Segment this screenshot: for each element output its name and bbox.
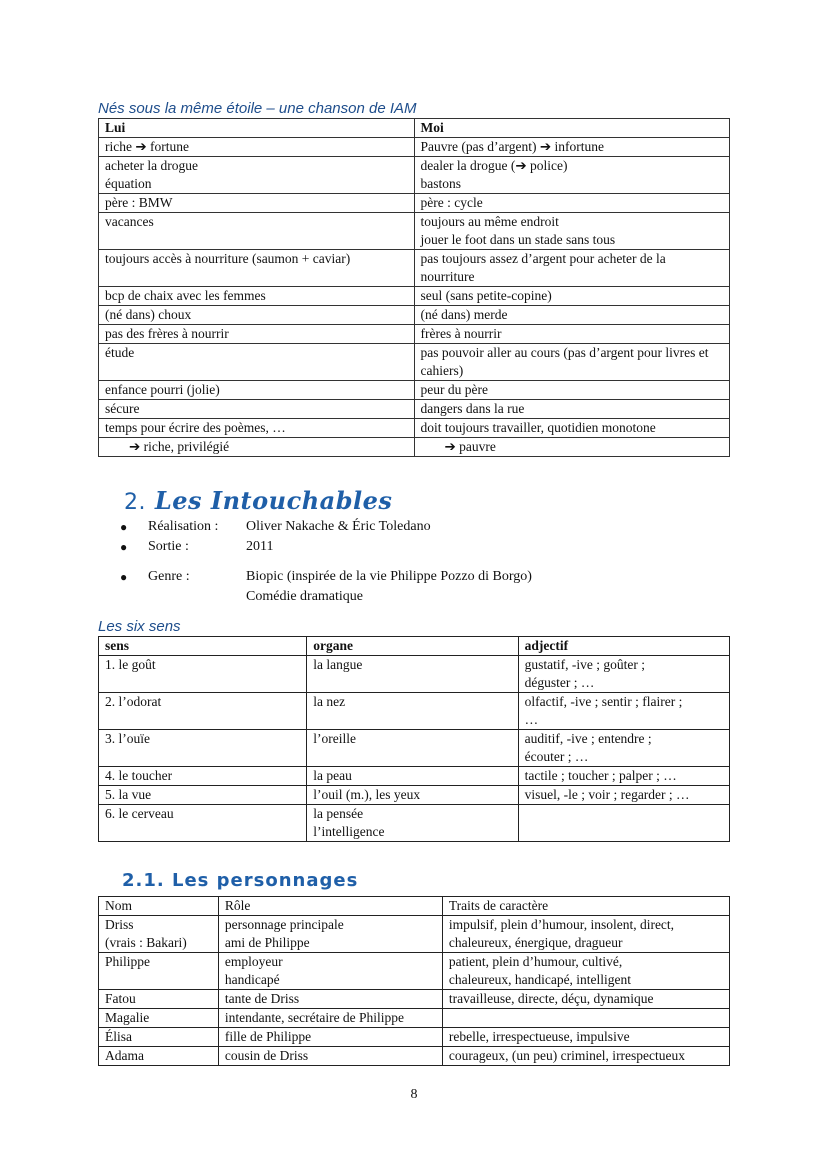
info-value: Biopic (inspirée de la vie Philippe Pozzo di Borgo) Comédie dramatique — [246, 569, 532, 604]
table-row — [99, 306, 730, 325]
table-header-row — [99, 119, 730, 138]
table-cell: peur du père — [414, 381, 730, 400]
table-cell: cousin de Driss — [218, 1047, 442, 1066]
info-label: Réalisation : — [148, 519, 219, 534]
sens-title: Les six sens — [98, 618, 181, 635]
table-cell: auditif, -ive ; entendre ; écouter ; … — [518, 730, 729, 767]
table-cell: doit toujours travailler, quotidien monotone — [414, 419, 730, 438]
table-cell: Pauvre (pas d’argent) ➔ infortune — [414, 138, 730, 157]
table-row — [99, 287, 730, 306]
table-row — [99, 213, 730, 250]
table-row — [99, 400, 730, 419]
table-cell: dealer la drogue (➔ police) bastons — [414, 157, 730, 194]
table-row — [99, 250, 730, 287]
table-row — [99, 730, 730, 767]
table-row — [99, 990, 730, 1009]
sens-section — [98, 618, 730, 842]
table-cell: 2. l’odorat — [99, 693, 307, 730]
table-row — [99, 693, 730, 730]
section-title: Les Intouchables — [154, 486, 393, 515]
table-row — [99, 157, 730, 194]
info-value: Oliver Nakache & Éric Toledano — [246, 519, 431, 534]
table-cell: 6. le cerveau — [99, 805, 307, 842]
table-cell: la langue — [307, 656, 518, 693]
table-cell — [518, 805, 729, 842]
table-cell: visuel, -le ; voir ; regarder ; … — [518, 786, 729, 805]
table-cell: vacances — [99, 213, 415, 250]
table-row — [99, 767, 730, 786]
personnages-section — [98, 896, 730, 1066]
table-row — [99, 381, 730, 400]
table-cell: ➔ pauvre — [414, 438, 730, 457]
header-lui: Lui — [99, 119, 415, 138]
table-cell: dangers dans la rue — [414, 400, 730, 419]
iam-table — [98, 118, 730, 457]
table-row — [99, 1047, 730, 1066]
sens-table — [98, 636, 730, 842]
personnages-table — [98, 896, 730, 1066]
table-cell: olfactif, -ive ; sentir ; flairer ; … — [518, 693, 729, 730]
table-cell: la peau — [307, 767, 518, 786]
table-row — [99, 656, 730, 693]
table-header-row — [99, 637, 730, 656]
table-row — [99, 194, 730, 213]
table-cell: fille de Philippe — [218, 1028, 442, 1047]
table-cell: pas toujours assez d’argent pour acheter de la nourriture — [414, 250, 730, 287]
info-label: Genre : — [148, 569, 190, 584]
table-cell: gustatif, -ive ; goûter ; déguster ; … — [518, 656, 729, 693]
sens-table-body — [99, 656, 730, 842]
table-cell: frères à nourrir — [414, 325, 730, 344]
table-row — [99, 1028, 730, 1047]
iam-table-body — [99, 138, 730, 457]
table-cell: pas pouvoir aller au cours (pas d’argent pour livres et cahiers) — [414, 344, 730, 381]
table-cell — [442, 1009, 729, 1028]
table-row — [99, 953, 730, 990]
table-cell: 1. le goût — [99, 656, 307, 693]
table-cell: étude — [99, 344, 415, 381]
film-info-list — [120, 517, 720, 607]
header-sens: sens — [99, 637, 307, 656]
table-cell: la nez — [307, 693, 518, 730]
personnages-table-body — [99, 916, 730, 1066]
table-cell: 3. l’ouïe — [99, 730, 307, 767]
table-cell: travailleuse, directe, déçu, dynamique — [442, 990, 729, 1009]
table-header-row — [99, 897, 730, 916]
table-row — [99, 344, 730, 381]
table-row — [99, 438, 730, 457]
table-cell: seul (sans petite-copine) — [414, 287, 730, 306]
table-row — [99, 325, 730, 344]
iam-section — [98, 100, 730, 457]
table-cell: intendante, secrétaire de Philippe — [218, 1009, 442, 1028]
header-role: Rôle — [218, 897, 442, 916]
section-number: 2. — [124, 490, 146, 515]
info-label: Sortie : — [148, 539, 189, 554]
header-organe: organe — [307, 637, 518, 656]
table-cell: Fatou — [99, 990, 219, 1009]
bullet-icon: ● — [120, 570, 128, 584]
header-traits: Traits de caractère — [442, 897, 729, 916]
table-cell: 5. la vue — [99, 786, 307, 805]
table-row — [99, 786, 730, 805]
page-number: 8 — [410, 1087, 418, 1102]
table-row — [99, 419, 730, 438]
table-cell: la pensée l’intelligence — [307, 805, 518, 842]
table-cell: père : cycle — [414, 194, 730, 213]
table-cell: temps pour écrire des poèmes, … — [99, 419, 415, 438]
table-cell: bcp de chaix avec les femmes — [99, 287, 415, 306]
table-cell: (né dans) choux — [99, 306, 415, 325]
table-row — [99, 805, 730, 842]
table-row — [99, 1009, 730, 1028]
table-cell: Magalie — [99, 1009, 219, 1028]
table-cell: Élisa — [99, 1028, 219, 1047]
table-cell: enfance pourri (jolie) — [99, 381, 415, 400]
bullet-icon: ● — [120, 520, 128, 534]
table-cell: Driss (vrais : Bakari) — [99, 916, 219, 953]
table-cell: rebelle, irrespectueuse, impulsive — [442, 1028, 729, 1047]
table-cell: pas des frères à nourrir — [99, 325, 415, 344]
table-cell: personnage principale ami de Philippe — [218, 916, 442, 953]
table-cell: l’oreille — [307, 730, 518, 767]
table-cell: employeur handicapé — [218, 953, 442, 990]
table-cell: sécure — [99, 400, 415, 419]
table-cell: (né dans) merde — [414, 306, 730, 325]
table-cell: Adama — [99, 1047, 219, 1066]
table-cell: toujours accès à nourriture (saumon + caviar) — [99, 250, 415, 287]
bullet-icon: ● — [120, 540, 128, 554]
table-row — [99, 916, 730, 953]
personnages-heading: 2.1. Les personnages — [122, 870, 359, 891]
table-cell: ➔ riche, privilégié — [99, 438, 415, 457]
header-adjectif: adjectif — [518, 637, 729, 656]
table-cell: patient, plein d’humour, cultivé, chaleureux, handicapé, intelligent — [442, 953, 729, 990]
header-nom: Nom — [99, 897, 219, 916]
table-cell: tante de Driss — [218, 990, 442, 1009]
table-cell: 4. le toucher — [99, 767, 307, 786]
info-item-sortie — [120, 537, 720, 557]
section-heading — [124, 486, 392, 515]
table-row — [99, 138, 730, 157]
table-cell: riche ➔ fortune — [99, 138, 415, 157]
info-value: 2011 — [246, 539, 274, 554]
iam-title: Nés sous la même étoile – une chanson de IAM — [98, 100, 417, 117]
table-cell: père : BMW — [99, 194, 415, 213]
header-moi: Moi — [414, 119, 730, 138]
info-item-genre — [120, 567, 720, 607]
info-item-realisation — [120, 517, 720, 537]
table-cell: acheter la drogue équation — [99, 157, 415, 194]
table-cell: Philippe — [99, 953, 219, 990]
table-cell: toujours au même endroit jouer le foot dans un stade sans tous — [414, 213, 730, 250]
table-cell: courageux, (un peu) criminel, irrespectueux — [442, 1047, 729, 1066]
table-cell: l’ouil (m.), les yeux — [307, 786, 518, 805]
table-cell: tactile ; toucher ; palper ; … — [518, 767, 729, 786]
table-cell: impulsif, plein d’humour, insolent, direct, chaleureux, énergique, dragueur — [442, 916, 729, 953]
